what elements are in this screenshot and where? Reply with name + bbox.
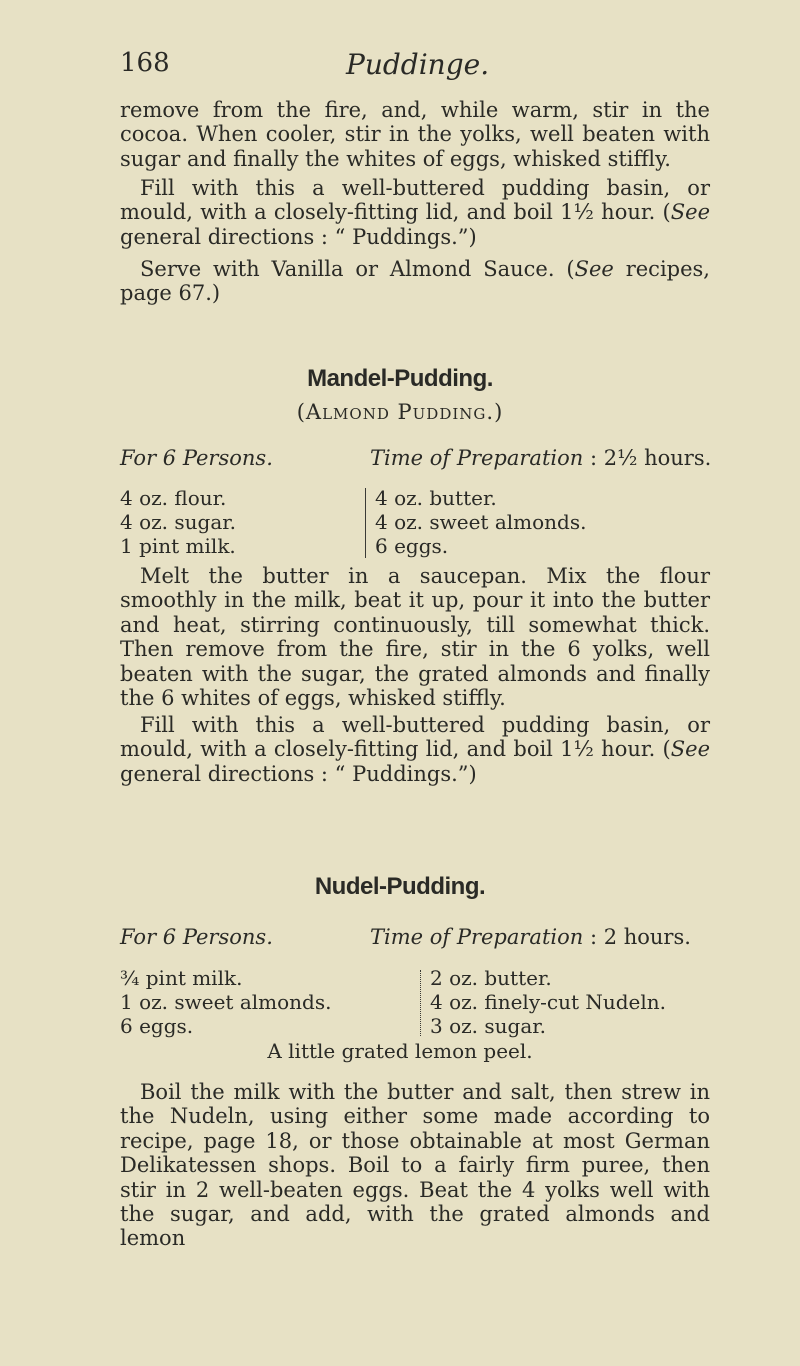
intro-p2-text-a: Fill with this a well-buttered pudding basin, or mould, with a closely-fitting lid, and boil 1½ hour. ( <box>120 176 710 225</box>
recipe-2-method-1: Boil the milk with the butter and salt, then strew in the Nudeln, using either some made according to recipe, page 18, or those obtainable at most German Delikatessen shops. Boil to a fairly firm puree, then stir in 2 well-beaten eggs. Beat the 4 yolks well with the sugar, and add, with the grated almonds and lemon <box>120 1080 710 1251</box>
intro-paragraph-3 <box>120 257 710 306</box>
ingredient: 6 eggs. <box>375 534 449 558</box>
ingredient: ¾ pint milk. <box>120 966 243 990</box>
ingredient-divider <box>365 488 366 558</box>
recipe-2-ingredient-center: A little grated lemon peel. <box>267 1039 533 1063</box>
recipe-1-p2-text-a: Fill with this a well-buttered pudding basin, or mould, with a closely-fitting lid, and boil 1½ hour. ( <box>120 713 710 762</box>
ingredient: 6 eggs. <box>120 1014 194 1038</box>
ingredient: 4 oz. sweet almonds. <box>375 510 587 534</box>
recipe-1-method-1: Melt the butter in a saucepan. Mix the flour smoothly in the milk, beat it up, pour it into the butter and heat, stirring continuously, till somewhat thick. Then remove from the fire, stir in the 6 yolks, well beaten with the sugar, the grated almonds and finally the 6 whites of eggs, whisked stiffly. <box>120 564 710 711</box>
ingredient: 1 oz. sweet almonds. <box>120 990 332 1014</box>
intro-p3-text-b: recipes, page 67.) <box>120 257 710 306</box>
ingredient: 2 oz. butter. <box>430 966 552 990</box>
recipe-2-time-label: Time of Preparation <box>370 925 584 949</box>
recipe-1-subtitle: (Almond Pudding.) <box>296 400 504 424</box>
recipe-2-ingredients-left <box>120 966 331 1038</box>
ingredient: 4 oz. butter. <box>375 486 497 510</box>
ingredient: 3 oz. sugar. <box>430 1014 546 1038</box>
recipe-1-time <box>370 446 711 470</box>
recipe-1-persons: For 6 Persons. <box>120 446 273 470</box>
recipe-2-time <box>370 925 691 949</box>
recipe-1-method-2 <box>120 713 710 786</box>
intro-p2-text-b: general directions : “ Puddings.”) <box>120 224 477 249</box>
ingredient: 1 pint milk. <box>120 534 236 558</box>
recipe-2-title: Nudel-Pudding. <box>314 873 486 900</box>
intro-p3-text-a: Serve with Vanilla or Almond Sauce. ( <box>140 257 575 281</box>
recipe-1-time-value: : 2½ hours. <box>583 446 712 470</box>
ingredient: 4 oz. finely-cut Nudeln. <box>430 990 667 1014</box>
recipe-2-persons: For 6 Persons. <box>120 925 273 949</box>
recipe-1-ingredients-left <box>120 486 236 558</box>
recipe-1-ingredients-right <box>375 486 586 558</box>
intro-p3-see: See <box>574 257 614 281</box>
recipe-1-time-label: Time of Preparation <box>370 446 584 470</box>
recipe-2-ingredients-right <box>430 966 666 1038</box>
page-header <box>120 48 720 88</box>
ingredient: 4 oz. flour. <box>120 486 227 510</box>
intro-paragraph-1: remove from the fire, and, while warm, stir in the cocoa. When cooler, stir in the yolks, well beaten with sugar and finally the whites of eggs, whisked stiffly. <box>120 98 710 171</box>
ingredient: 4 oz. sugar. <box>120 510 236 534</box>
recipe-2-time-value: : 2 hours. <box>583 925 691 949</box>
recipe-1-title: Mandel-Pudding. <box>307 365 493 392</box>
intro-paragraph-2 <box>120 176 710 249</box>
intro-p2-see: See <box>670 200 710 225</box>
page-number: 168 <box>120 48 170 78</box>
recipe-1-p2-see: See <box>670 737 710 762</box>
ingredient-divider <box>420 970 421 1036</box>
recipe-1-p2-text-b: general directions : “ Puddings.”) <box>120 761 477 786</box>
running-title: Puddinge. <box>346 48 490 81</box>
